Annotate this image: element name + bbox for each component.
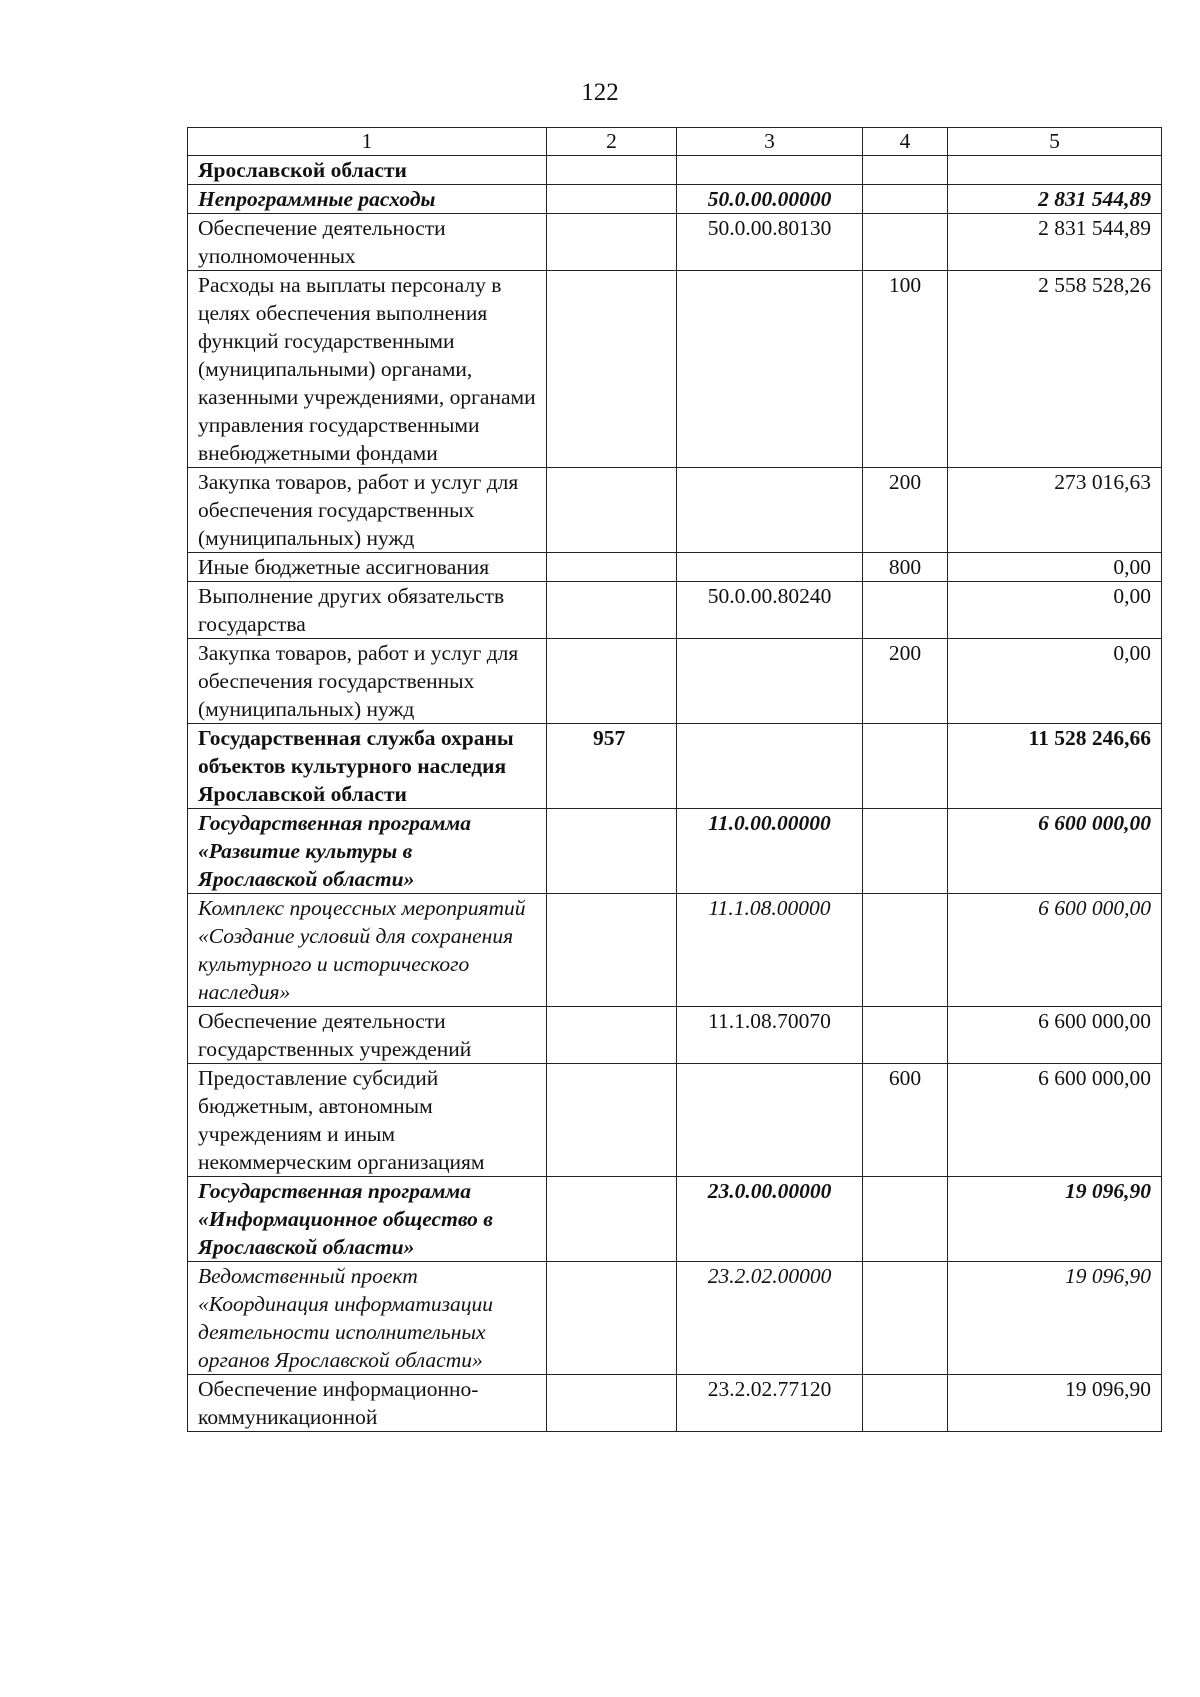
table-row [188,1177,1162,1262]
row-amount-cell: 0,00 [948,582,1162,639]
row-name-cell: Государственная служба охраны объектов культурного наследия Ярославской области [188,724,547,809]
row-name-cell: Обеспечение информационно-коммуникационной [188,1375,547,1432]
row-glava-cell [547,639,677,724]
row-name-cell: Выполнение других обязательств государства [188,582,547,639]
row-vr-cell: 100 [863,271,948,468]
row-code-cell: 11.1.08.70070 [677,1007,863,1064]
row-code-cell: 23.2.02.00000 [677,1262,863,1375]
row-name-cell: Непрограммные расходы [188,185,547,214]
table-row [188,1007,1162,1064]
row-amount-cell: 273 016,63 [948,468,1162,553]
row-glava-cell [547,1262,677,1375]
row-amount-cell: 2 831 544,89 [948,214,1162,271]
row-amount-cell: 2 831 544,89 [948,185,1162,214]
row-vr-cell [863,185,948,214]
row-amount-cell: 2 558 528,26 [948,271,1162,468]
row-glava-cell [547,582,677,639]
table-row [188,156,1162,185]
row-code-cell [677,553,863,582]
row-code-cell [677,156,863,185]
row-code-cell: 11.0.00.00000 [677,809,863,894]
row-code-cell [677,639,863,724]
header-cell-3: 3 [677,128,863,156]
row-glava-cell [547,1177,677,1262]
row-vr-cell [863,1375,948,1432]
row-code-cell: 50.0.00.00000 [677,185,863,214]
table-row [188,468,1162,553]
row-amount-cell: 19 096,90 [948,1262,1162,1375]
row-vr-cell [863,1177,948,1262]
table-row [188,185,1162,214]
budget-table-body [188,128,1162,1432]
row-code-cell: 23.2.02.77120 [677,1375,863,1432]
table-row [188,809,1162,894]
row-name-cell: Предоставление субсидий бюджетным, автономным учреждениям и иным некоммерческим организациям [188,1064,547,1177]
row-name-cell: Закупка товаров, работ и услуг для обеспечения государственных (муниципальных) нужд [188,639,547,724]
table-row [188,1064,1162,1177]
row-code-cell [677,1064,863,1177]
table-row [188,724,1162,809]
header-cell-1: 1 [188,128,547,156]
row-glava-cell [547,214,677,271]
row-glava-cell [547,1064,677,1177]
table-row [188,214,1162,271]
row-code-cell: 11.1.08.00000 [677,894,863,1007]
row-code-cell: 23.0.00.00000 [677,1177,863,1262]
row-name-cell: Обеспечение деятельности государственных учреждений [188,1007,547,1064]
row-vr-cell [863,894,948,1007]
row-amount-cell: 19 096,90 [948,1177,1162,1262]
row-glava-cell [547,156,677,185]
row-vr-cell [863,156,948,185]
row-vr-cell [863,1262,948,1375]
row-name-cell: Государственная программа «Информационное общество в Ярославской области» [188,1177,547,1262]
row-amount-cell [948,156,1162,185]
table-row [188,271,1162,468]
row-vr-cell: 200 [863,639,948,724]
row-amount-cell: 19 096,90 [948,1375,1162,1432]
row-name-cell: Закупка товаров, работ и услуг для обеспечения государственных (муниципальных) нужд [188,468,547,553]
budget-table [187,127,1162,1432]
row-glava-cell [547,1007,677,1064]
row-vr-cell [863,582,948,639]
row-amount-cell: 6 600 000,00 [948,894,1162,1007]
table-row [188,1375,1162,1432]
row-code-cell: 50.0.00.80240 [677,582,863,639]
row-vr-cell [863,724,948,809]
table-row [188,1262,1162,1375]
row-name-cell: Иные бюджетные ассигнования [188,553,547,582]
row-glava-cell [547,894,677,1007]
row-code-cell [677,271,863,468]
row-code-cell [677,724,863,809]
table-row [188,553,1162,582]
page-number: 122 [581,79,619,106]
row-glava-cell [547,271,677,468]
row-amount-cell: 6 600 000,00 [948,1064,1162,1177]
row-amount-cell: 0,00 [948,639,1162,724]
table-row [188,894,1162,1007]
row-name-cell: Обеспечение деятельности уполномоченных [188,214,547,271]
row-amount-cell: 11 528 246,66 [948,724,1162,809]
row-glava-cell [547,809,677,894]
row-amount-cell: 6 600 000,00 [948,809,1162,894]
row-glava-cell [547,468,677,553]
table-header-row [188,128,1162,156]
row-vr-cell [863,214,948,271]
row-name-cell: Ярославской области [188,156,547,185]
row-code-cell [677,468,863,553]
row-vr-cell: 200 [863,468,948,553]
row-glava-cell [547,553,677,582]
row-vr-cell: 800 [863,553,948,582]
row-name-cell: Расходы на выплаты персоналу в целях обеспечения выполнения функций государственными (муниципальными) органами, казенными учреждениями, органами управления государственными внебюджетными фондами [188,271,547,468]
row-vr-cell: 600 [863,1064,948,1177]
table-row [188,639,1162,724]
row-name-cell: Государственная программа «Развитие культуры в Ярославской области» [188,809,547,894]
row-name-cell: Комплекс процессных мероприятий «Создание условий для сохранения культурного и исторического наследия» [188,894,547,1007]
table-row [188,582,1162,639]
row-vr-cell [863,809,948,894]
row-code-cell: 50.0.00.80130 [677,214,863,271]
row-amount-cell: 6 600 000,00 [948,1007,1162,1064]
row-glava-cell: 957 [547,724,677,809]
row-amount-cell: 0,00 [948,553,1162,582]
header-cell-5: 5 [948,128,1162,156]
row-vr-cell [863,1007,948,1064]
header-cell-2: 2 [547,128,677,156]
header-cell-4: 4 [863,128,948,156]
row-glava-cell [547,185,677,214]
row-glava-cell [547,1375,677,1432]
row-name-cell: Ведомственный проект «Координация информатизации деятельности исполнительных органов Ярославской области» [188,1262,547,1375]
